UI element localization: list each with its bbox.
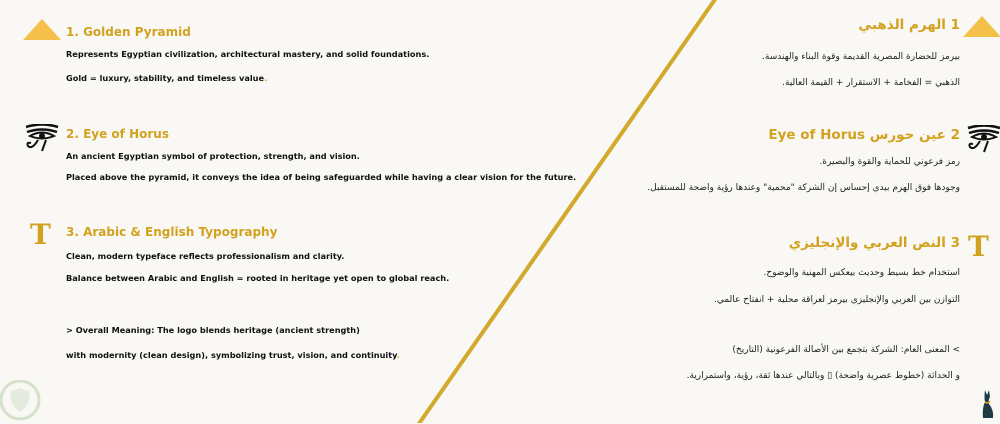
eye-line-2: Placed above the pyramid, it conveys the idea of being safeguarded while having a clear vision for the future.: [66, 172, 577, 182]
arabic-overall-line-2: و الحداثة (خطوط عصرية واضحة) ▯ وبالتالي عندها ثقة، رؤية، واستمرارية.: [686, 371, 960, 381]
pyramid-icon: [22, 18, 62, 42]
arabic-title-typography: 3 النص العربي والإنجليزي: [788, 235, 960, 251]
arabic-overall-line-1: > المعنى العام: الشركة بتجمع بين الأصالة الفرعونية (التاريخ): [732, 345, 960, 355]
section-title-eye: 2. Eye of Horus: [66, 127, 169, 141]
letter-t-icon-arabic: T: [968, 230, 989, 263]
arabic-pyramid-line-1: بيرمز للحضارة المصرية القديمة وقوة البناء والهندسة.: [762, 52, 960, 62]
arabic-eye-line-1: رمز فرعوني للحماية والقوة والبصيرة.: [819, 157, 960, 167]
section-title-pyramid: 1. Golden Pyramid: [66, 25, 191, 39]
watermark-logo: [0, 380, 44, 424]
bastet-cat-icon: [980, 388, 996, 420]
arabic-pyramid-line-2: الذهبي = الفخامة + الاستقرار + القيمة العالية.: [782, 78, 960, 88]
letter-t-icon: T: [30, 218, 51, 251]
overall-line-2: with modernity (clean design), symbolizing trust, vision, and continuity.: [66, 350, 400, 360]
arabic-title-eye: 2 عين حورس Eye of Horus: [768, 127, 960, 143]
pyramid-line-1: Represents Egyptian civilization, architectural mastery, and solid foundations.: [66, 49, 430, 59]
pyramid-icon-arabic: [962, 15, 1000, 39]
arabic-eye-line-2: وجودها فوق الهرم بيدي إحساس إن الشركة "محمية" وعندها رؤية واضحة للمستقبل.: [647, 183, 960, 193]
arabic-title-pyramid: 1 الهرم الذهبي: [858, 17, 960, 33]
overall-line-1: > Overall Meaning: The logo blends heritage (ancient strength): [66, 325, 360, 335]
pyramid-line-2: Gold = luxury, stability, and timeless value.: [66, 73, 268, 83]
arabic-typography-line-2: التوازن بين العربي والإنجليزي بيرمز لعراقة محلية + انفتاح عالمي.: [713, 295, 960, 305]
section-title-typography: 3. Arabic & English Typography: [66, 225, 278, 239]
typography-line-2: Balance between Arabic and English = rooted in heritage yet open to global reach.: [66, 273, 450, 283]
arabic-typography-line-1: استخدام خط بسيط وحديث بيعكس المهنية والوضوح.: [763, 268, 960, 278]
typography-line-1: Clean, modern typeface reflects professionalism and clarity.: [66, 251, 345, 261]
eye-of-horus-icon-arabic: [966, 125, 1000, 153]
eye-of-horus-icon: [24, 124, 60, 152]
eye-line-1: An ancient Egyptian symbol of protection, strength, and vision.: [66, 151, 360, 161]
